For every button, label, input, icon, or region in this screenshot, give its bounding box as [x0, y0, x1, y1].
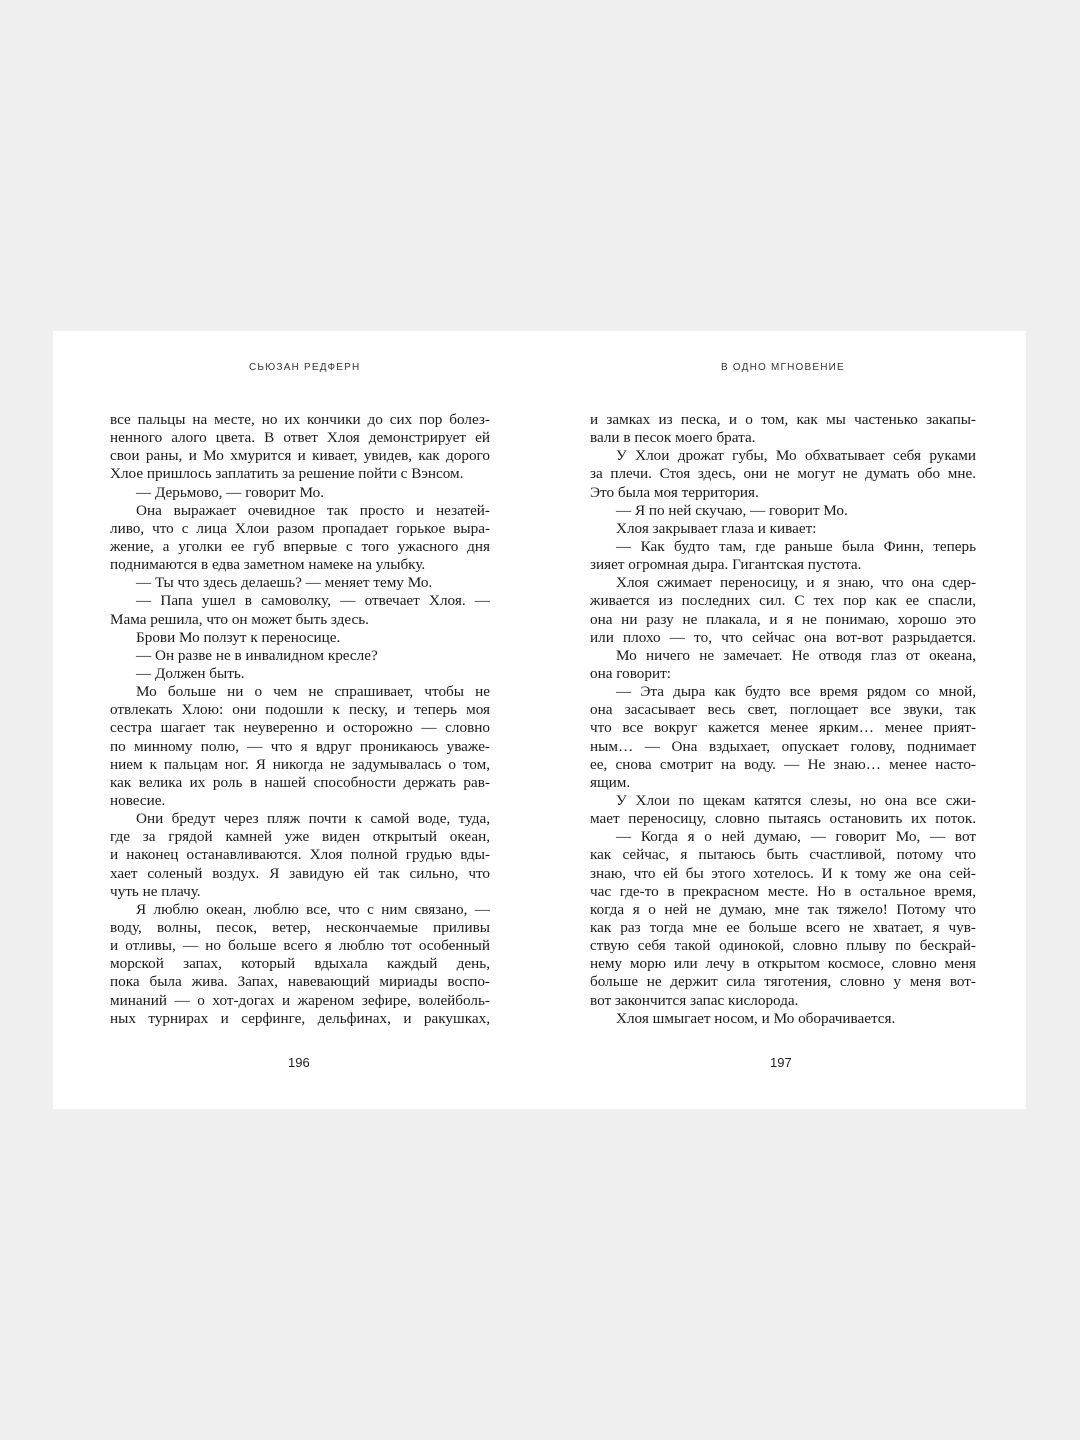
text-line: Они бредут через пляж почти к самой воде, туда,: [136, 810, 490, 828]
text-line: хает соленый воздух. Я завидую ей так сильно, что: [110, 864, 490, 882]
text-line: — Папа ушел в самоволку, — отвечает Хлоя. —: [136, 592, 490, 610]
text-line: ствую себя такой одинокой, словно плыву по бескрай-: [590, 937, 976, 955]
text-line: она засасывает весь свет, поглощает все звуки, так: [590, 701, 976, 719]
text-line: живается из последних сил. С тех пор как ее спасли,: [590, 592, 976, 610]
text-line: — Дерьмово, — говорит Мо.: [136, 483, 325, 501]
text-line: — Эта дыра как будто все время рядом со мной,: [616, 683, 976, 701]
text-line: мает переносицу, словно пытаясь остановить их поток.: [590, 810, 976, 828]
running-header-author: СЬЮЗАН РЕДФЕРН: [249, 362, 361, 373]
text-line: Хлое пришлось заплатить за решение пойти с Вэнсом.: [110, 465, 464, 483]
text-line: она говорит:: [590, 664, 671, 682]
text-line: все пальцы на месте, но их кончики до сих пор болез-: [110, 411, 490, 428]
text-line: нему морю или лечу в открытом космосе, словно меня: [590, 955, 976, 973]
text-line: ливо, что с лица Хлои разом пропадает горькое выра-: [110, 519, 490, 537]
left-page: [53, 331, 539, 1109]
text-line: поднимаются в едва заметном намеке на улыбку.: [110, 556, 426, 574]
text-line: сестра шагает так неуверенно и осторожно — словно: [110, 719, 490, 737]
text-line: свои раны, и Мо хмурится и кивает, увидев, как дорого: [110, 447, 490, 465]
text-line: воду, волны, песок, ветер, нескончаемые приливы: [110, 918, 490, 936]
text-line: — Когда я о ней думаю, — говорит Мо, — вот: [616, 828, 976, 846]
right-page: [540, 331, 1026, 1109]
left-page-text: [110, 411, 490, 1028]
text-line: Я люблю океан, люблю все, что с ним связано, —: [136, 900, 490, 918]
text-line: пока была жива. Запах, навевающий мириады воспо-: [110, 973, 490, 991]
text-line: когда я о ней не думаю, мне так тяжело! Потому что: [590, 900, 976, 918]
text-line: час где-то в прекрасном месте. Но в остальное время,: [590, 882, 976, 900]
text-line: как велика их роль в нашей способности держать рав-: [110, 773, 490, 791]
text-line: У Хлои дрожат губы, Мо обхватывает себя руками: [616, 447, 976, 465]
text-line: вот закончится запас кислорода.: [590, 991, 799, 1009]
text-line: больше не держит сила тяготения, словно у меня вот-: [590, 973, 976, 991]
text-line: или плохо — то, что сейчас она вот-вот разрыдается.: [590, 628, 976, 646]
text-line: зияет огромная дыра. Гигантская пустота.: [590, 556, 862, 574]
text-line: — Ты что здесь делаешь? — меняет тему Мо.: [136, 574, 433, 592]
text-line: ящим.: [590, 773, 631, 791]
text-line: Хлоя закрывает глаза и кивает:: [616, 519, 817, 537]
text-line: вали в песок моего брата.: [590, 429, 756, 447]
book-spread: [53, 331, 1026, 1109]
text-line: знаю, что ей бы этого хотелось. И к тому же она сей-: [590, 864, 976, 882]
text-line: за плечи. Стоя здесь, они не могут не думать обо мне.: [590, 465, 976, 483]
text-line: где за грядой камней уже виден открытый океан,: [110, 828, 490, 846]
text-line: Хлоя сжимает переносицу, и я знаю, что она сдер-: [616, 574, 976, 592]
text-line: и наконец останавливаются. Хлоя полной грудью вды-: [110, 846, 490, 864]
text-line: Брови Мо ползут к переносице.: [136, 628, 341, 646]
text-line: минаний — о хот-догах и жареном зефире, волейболь-: [110, 991, 490, 1009]
right-page-text: [590, 411, 976, 1028]
text-line: как сейчас, я пытаюсь быть счастливой, потому что: [590, 846, 976, 864]
text-line: ных турнирах и серфинге, дельфинах, и ракушках,: [110, 1009, 490, 1027]
text-line: и замках из песка, и о том, как мы частенько закапы-: [590, 411, 976, 428]
page-number-right: 197: [770, 1055, 792, 1070]
text-line: по минному полю, — что я вдруг проникаюсь уваже-: [110, 737, 490, 755]
text-line: Она выражает очевидное так просто и незатей-: [136, 501, 490, 519]
text-line: — Я по ней скучаю, — говорит Мо.: [616, 501, 848, 519]
text-line: отвлекать Хлою: они подошли к песку, и теперь моя: [110, 701, 490, 719]
text-line: жение, а уголки ее губ впервые с того ужасного дня: [110, 537, 490, 555]
text-line: У Хлои по щекам катятся слезы, но она все сжи-: [616, 791, 976, 809]
text-line: Хлоя шмыгает носом, и Мо оборачивается.: [616, 1009, 896, 1027]
text-line: ненного алого цвета. В ответ Хлоя демонстрирует ей: [110, 429, 490, 447]
text-line: морской запах, который вдыхала каждый день,: [110, 955, 490, 973]
text-line: она ни разу не плакала, и я не понимаю, хорошо это: [590, 610, 976, 628]
text-line: и отливы, — но больше всего я люблю тот особенный: [110, 937, 490, 955]
text-line: нием к пальцам ног. Я никогда не задумывалась о том,: [110, 755, 490, 773]
text-line: Мама решила, что он может быть здесь.: [110, 610, 369, 628]
text-line: ным… — Она вздыхает, опускает голову, поднимает: [590, 737, 976, 755]
text-line: — Как будто там, где раньше была Финн, теперь: [616, 537, 976, 555]
text-line: как раз тогда мне ее больше всего не хватает, я чув-: [590, 918, 976, 936]
text-line: ее, снова смотрит на воду. — Не знаю… менее насто-: [590, 755, 976, 773]
text-line: — Он разве не в инвалидном кресле?: [136, 646, 378, 664]
text-line: новесие.: [110, 791, 166, 809]
text-line: что все вокруг кажется менее ярким… менее прият-: [590, 719, 976, 737]
text-line: — Должен быть.: [136, 664, 245, 682]
text-line: Мо больше ни о чем не спрашивает, чтобы не: [136, 683, 490, 701]
text-line: Это была моя территория.: [590, 483, 759, 501]
page-number-left: 196: [288, 1055, 310, 1070]
running-header-title: В ОДНО МГНОВЕНИЕ: [721, 362, 845, 373]
text-line: чуть не плачу.: [110, 882, 201, 900]
text-line: Мо ничего не замечает. Не отводя глаз от океана,: [616, 646, 976, 664]
